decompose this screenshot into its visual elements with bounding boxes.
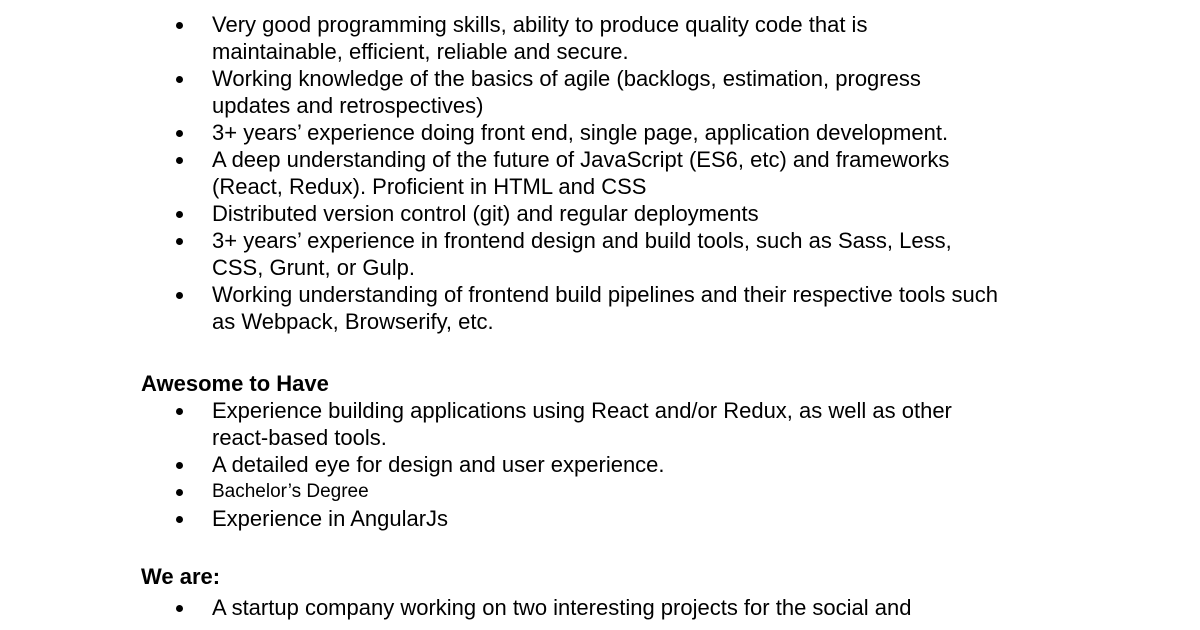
- bullet-icon: [176, 211, 183, 218]
- item-line: 3+ years’ experience in frontend design and build tools, such as Sass, Less,: [212, 228, 952, 253]
- list-item: [0, 281, 1072, 335]
- list-item: [0, 505, 1072, 532]
- bullet-icon: [176, 22, 183, 29]
- item-line: Working knowledge of the basics of agile (backlogs, estimation, progress: [212, 66, 921, 91]
- bullet-icon: [176, 516, 183, 523]
- list-item: [0, 146, 1072, 200]
- item-line: A deep understanding of the future of JavaScript (ES6, etc) and frameworks: [212, 147, 950, 172]
- item-line: Very good programming skills, ability to produce quality code that is: [212, 12, 868, 37]
- bullet-icon: [176, 408, 183, 415]
- list-item: [0, 397, 1072, 451]
- list-item: [0, 227, 1072, 281]
- item-line: Bachelor’s Degree: [212, 481, 369, 502]
- list-item: [0, 119, 1072, 146]
- bullet-icon: [176, 489, 183, 496]
- item-line: Experience in AngularJs: [212, 506, 449, 531]
- we-are-list: [0, 594, 1200, 621]
- item-line: CSS, Grunt, or Gulp.: [212, 255, 415, 280]
- item-line: A detailed eye for design and user experience.: [212, 452, 665, 477]
- item-line: react-based tools.: [212, 425, 387, 450]
- list-item: [0, 451, 1072, 478]
- list-item: [0, 11, 1072, 65]
- bullet-icon: [176, 76, 183, 83]
- section-heading-we-are: We are:: [141, 564, 221, 589]
- bullet-icon: [176, 462, 183, 469]
- item-line: updates and retrospectives): [212, 93, 484, 118]
- awesome-list: [0, 397, 1200, 532]
- requirements-list: [0, 11, 1200, 335]
- list-item: [0, 478, 1072, 505]
- bullet-icon: [176, 605, 183, 612]
- list-item: [0, 594, 1072, 621]
- bullet-icon: [176, 292, 183, 299]
- bullet-icon: [176, 130, 183, 137]
- list-item: [0, 65, 1072, 119]
- section-heading-awesome: Awesome to Have: [141, 371, 329, 396]
- item-line: maintainable, efficient, reliable and secure.: [212, 39, 629, 64]
- bullet-icon: [176, 157, 183, 164]
- item-line: (React, Redux). Proficient in HTML and CSS: [212, 174, 647, 199]
- item-line: A startup company working on two interesting projects for the social and: [212, 595, 912, 620]
- item-line: Working understanding of frontend build pipelines and their respective tools such: [212, 282, 998, 307]
- bullet-icon: [176, 238, 183, 245]
- item-line: Experience building applications using React and/or Redux, as well as other: [212, 398, 952, 423]
- list-item: [0, 200, 1072, 227]
- item-line: as Webpack, Browserify, etc.: [212, 309, 494, 334]
- item-line: 3+ years’ experience doing front end, single page, application development.: [212, 120, 949, 145]
- item-line: Distributed version control (git) and regular deployments: [212, 201, 759, 226]
